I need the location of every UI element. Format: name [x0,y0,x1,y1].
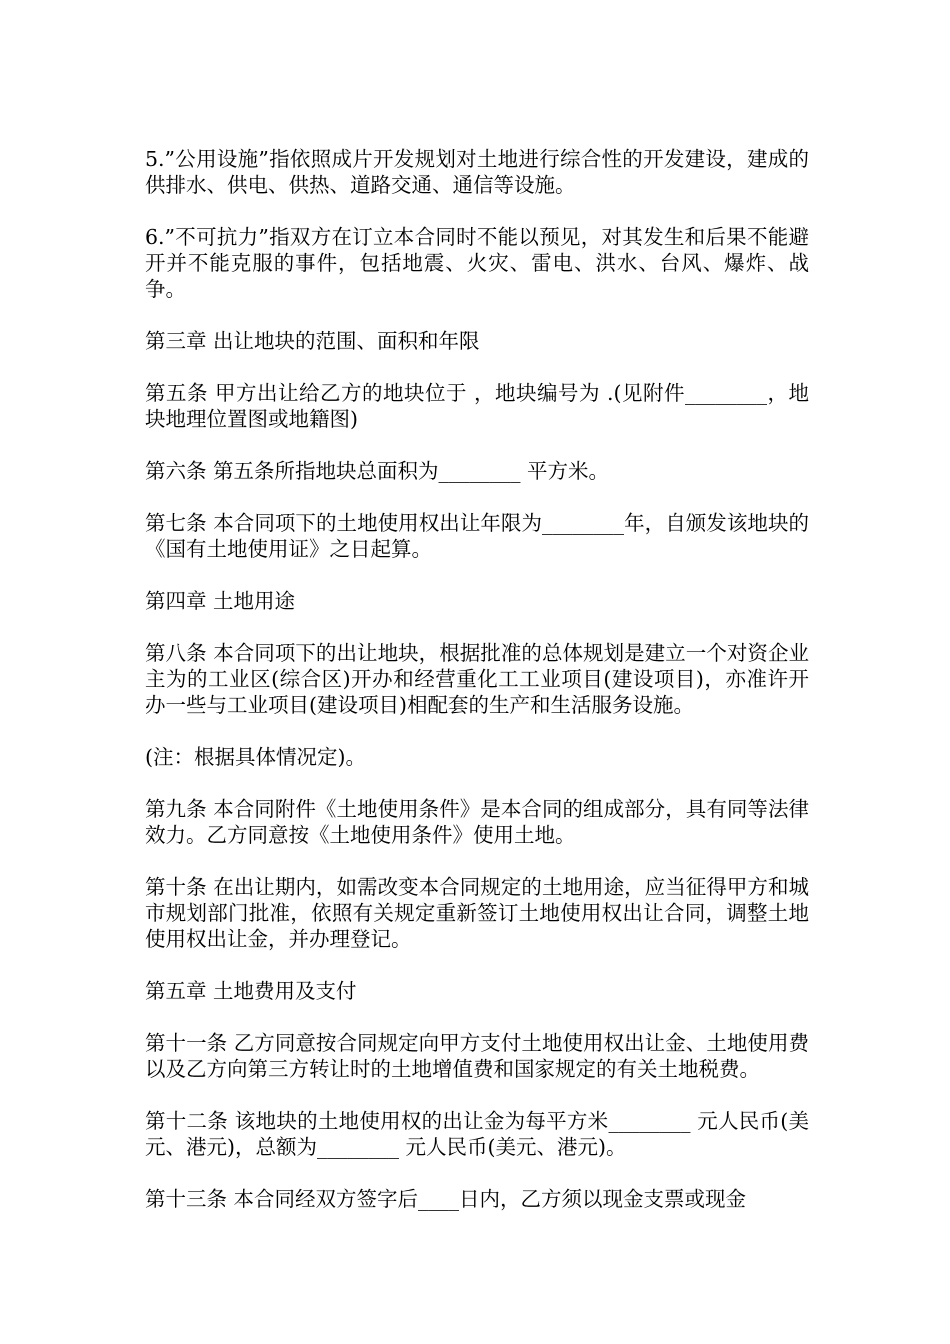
paragraph-article-8: 第八条 本合同项下的出让地块，根据批准的总体规划是建立一个对资企业主为的工业区(综合区)开办和经营重化工工业项目(建设项目)，亦准许开办一些与工业项目(建设项目)相配套的生产和生活服务设施。 [145,641,809,717]
paragraph-article-9: 第九条 本合同附件《土地使用条件》是本合同的组成部分，具有同等法律效力。乙方同意按《土地使用条件》使用土地。 [145,797,809,847]
paragraph-article-13: 第十三条 本合同经双方签字后____日内，乙方须以现金支票或现金 [145,1187,747,1211]
paragraph-clause-6-force-majeure: 6.”不可抗力”指双方在订立本合同时不能以预见，对其发生和后果不能避开并不能克服的事件，包括地震、火灾、雷电、洪水、台风、爆炸、战争。 [145,225,809,301]
paragraph-note: (注：根据具体情况定)。 [145,745,366,769]
paragraph-article-5: 第五条 甲方出让给乙方的地块位于 ，地块编号为 .(见附件________，地块地理位置图或地籍图) [145,381,809,431]
paragraph-article-11: 第十一条 乙方同意按合同规定向甲方支付土地使用权出让金、土地使用费以及乙方向第三方转让时的土地增值费和国家规定的有关土地税费。 [145,1031,809,1081]
chapter-3-heading: 第三章 出让地块的范围、面积和年限 [145,329,480,353]
paragraph-article-6: 第六条 第五条所指地块总面积为________ 平方米。 [145,459,610,483]
paragraph-article-10: 第十条 在出让期内，如需改变本合同规定的土地用途，应当征得甲方和城市规划部门批准，依照有关规定重新签订土地使用权出让合同，调整土地使用权出让金，并办理登记。 [145,875,809,951]
chapter-4-heading: 第四章 土地用途 [145,589,296,613]
paragraph-clause-5-public-facilities: 5.”公用设施”指依照成片开发规划对土地进行综合性的开发建设，建成的供排水、供电、供热、道路交通、通信等设施。 [145,147,809,197]
paragraph-article-12: 第十二条 该地块的土地使用权的出让金为每平方米________ 元人民币(美元、港元)，总额为________ 元人民币(美元、港元)。 [145,1109,809,1159]
chapter-5-heading: 第五章 土地费用及支付 [145,979,357,1003]
paragraph-article-7: 第七条 本合同项下的土地使用权出让年限为________年，自颁发该地块的《国有土地使用证》之日起算。 [145,511,809,561]
document-body [145,146,809,1212]
